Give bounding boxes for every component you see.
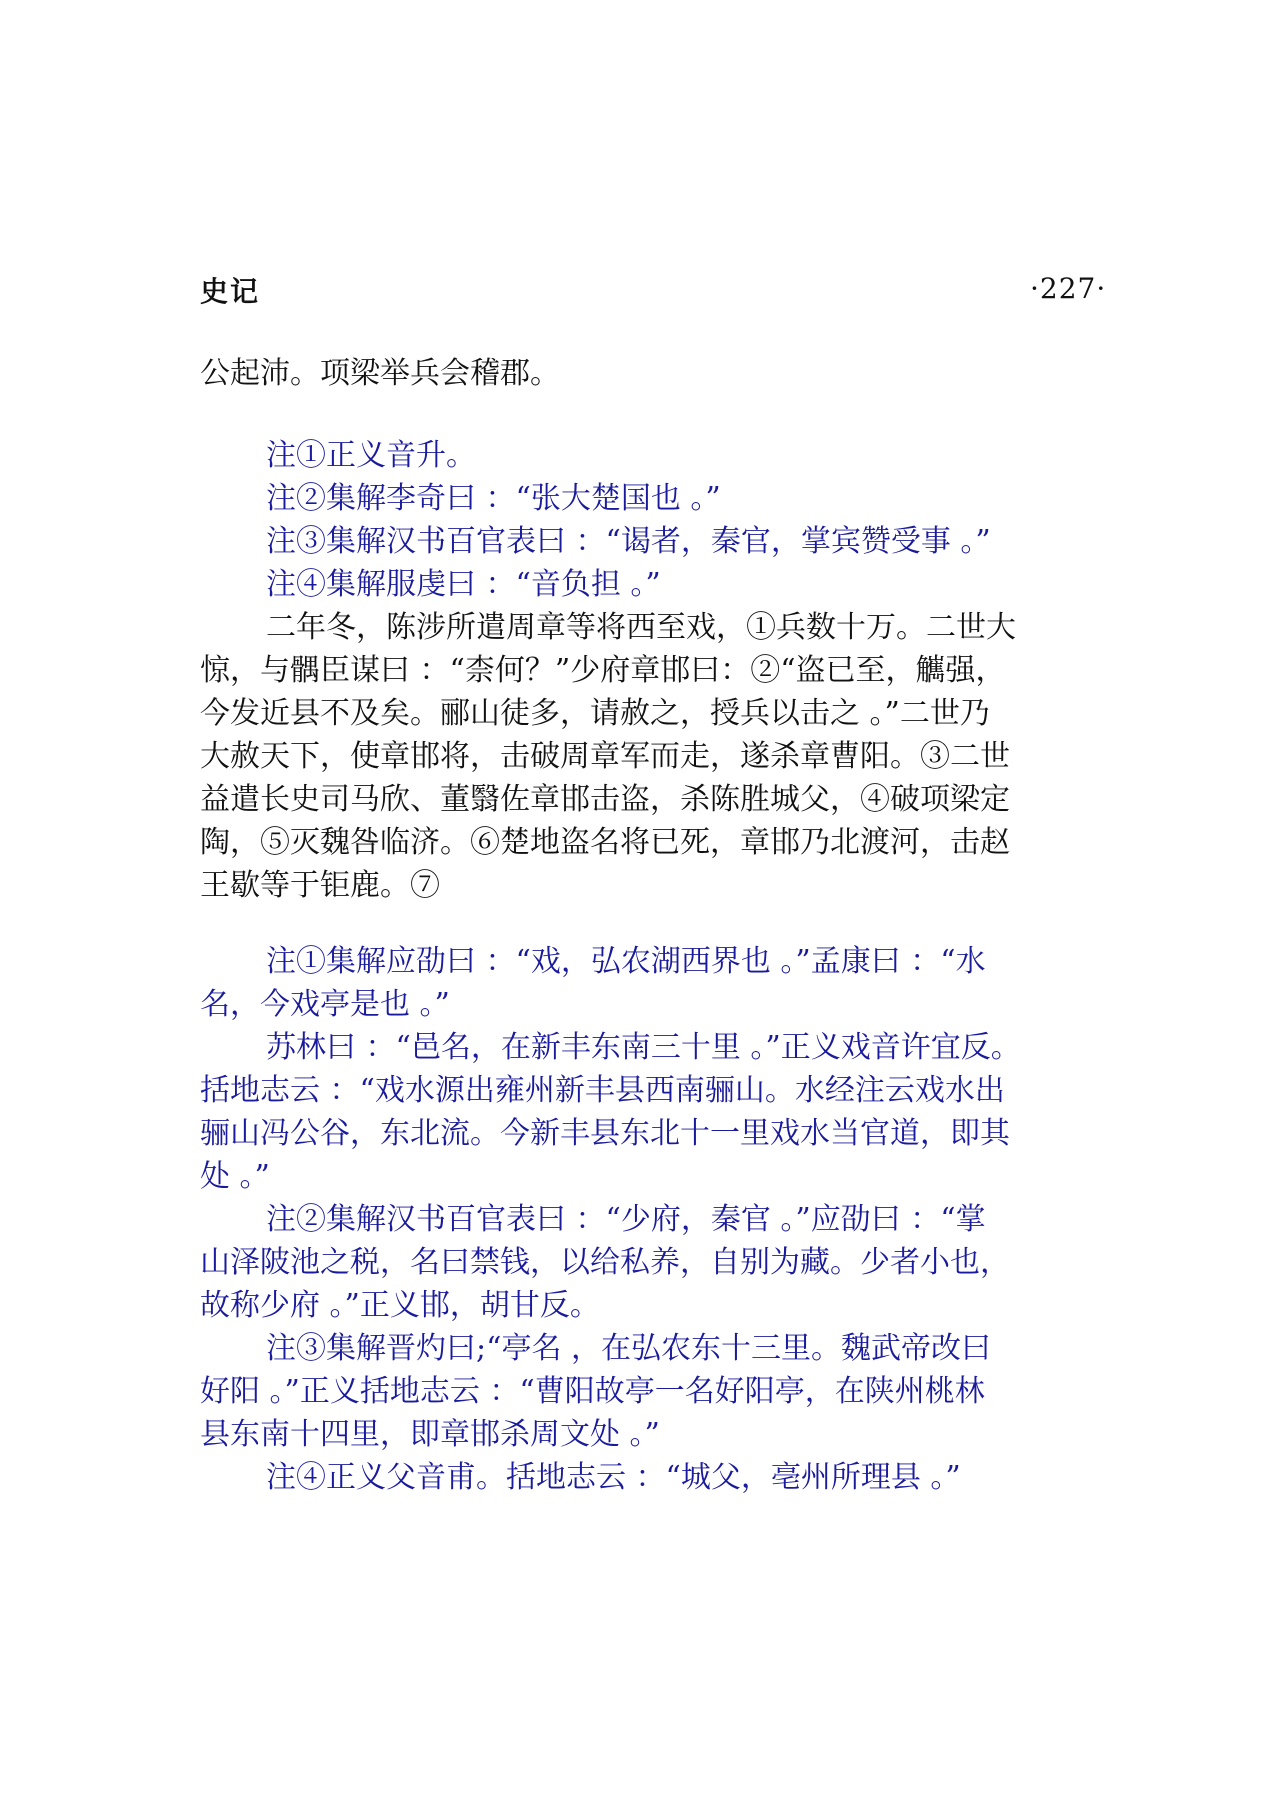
intro-paragraph <box>200 352 1100 395</box>
note-line: 故称少府 。”正义邯，胡甘反。 <box>200 1288 600 1323</box>
note-line: 县东南十四里，即章邯杀周文处 。” <box>200 1417 660 1452</box>
note-line: 注④正义父音甫。括地志云 ：“城父，亳州所理县 。” <box>266 1460 961 1495</box>
text-line: 陶，⑤灭魏咎临济。⑥楚地盗名将已死，章邯乃北渡河，击赵 <box>200 825 1010 860</box>
page-number: ·227· <box>1030 272 1107 305</box>
text-line: 大赦天下，使章邯将，击破周章军而走，遂杀章曹阳。③二世 <box>200 739 1010 774</box>
text-line: 今发近县不及矣。郦山徒多，请赦之，授兵以击之 。”二世乃 <box>200 696 990 731</box>
note-line: 注②集解李奇曰 ：“张大楚国也 。” <box>266 481 721 516</box>
text-line: 益遣长史司马欣、董翳佐章邯击盗，杀陈胜城父，④破项梁定 <box>200 782 1010 817</box>
note-line: 山泽陂池之税，名曰禁钱，以给私养，自别为藏。少者小也， <box>200 1245 1010 1280</box>
note-line: 注③集解晋灼曰;“亭名 ，在弘农东十三里。魏武帝改曰 <box>266 1331 991 1366</box>
text-line: 王歇等于钜鹿。⑦ <box>200 868 440 903</box>
main-paragraph <box>200 606 1100 907</box>
note-line: 注②集解汉书百官表曰 ：“少府，秦官 。”应劭曰 ：“掌 <box>266 1202 986 1237</box>
note-line: 括地志云 ：“戏水源出雍州新丰县西南骊山。水经注云戏水出 <box>200 1073 1005 1108</box>
text-line: 公起沛。项梁举兵会稽郡。 <box>200 356 560 391</box>
note-line: 注③集解汉书百官表曰 ：“谒者，秦官，掌宾赞受事 。” <box>266 524 991 559</box>
running-header-title: 史记 <box>200 275 261 308</box>
text-line: 二年冬，陈涉所遣周章等将西至戏，①兵数十万。二世大 <box>266 610 1016 645</box>
note-line: 苏林曰 ：“邑名，在新丰东南三十里 。”正义戏音许宜反。 <box>266 1030 1021 1065</box>
note-line: 注①集解应劭曰 ：“戏，弘农湖西界也 。”孟康曰 ：“水 <box>266 944 986 979</box>
note-line: 处 。” <box>200 1159 270 1194</box>
note-line: 注④集解服虔曰 ：“音负担 。” <box>266 567 661 602</box>
note-line: 名，今戏亭是也 。” <box>200 987 450 1022</box>
notes-block-1 <box>200 434 1100 606</box>
note-line: 注①正义音升。 <box>266 438 476 473</box>
notes-block-2 <box>200 940 1100 1499</box>
text-line: 惊，与髃臣谋曰 ：“柰何？”少府章邯曰：②“盗已至，觽强， <box>200 653 1006 688</box>
note-line: 好阳 。”正义括地志云 ：“曹阳故亭一名好阳亭，在陕州桃林 <box>200 1374 985 1409</box>
note-line: 骊山冯公谷，东北流。今新丰县东北十一里戏水当官道，即其 <box>200 1116 1010 1151</box>
